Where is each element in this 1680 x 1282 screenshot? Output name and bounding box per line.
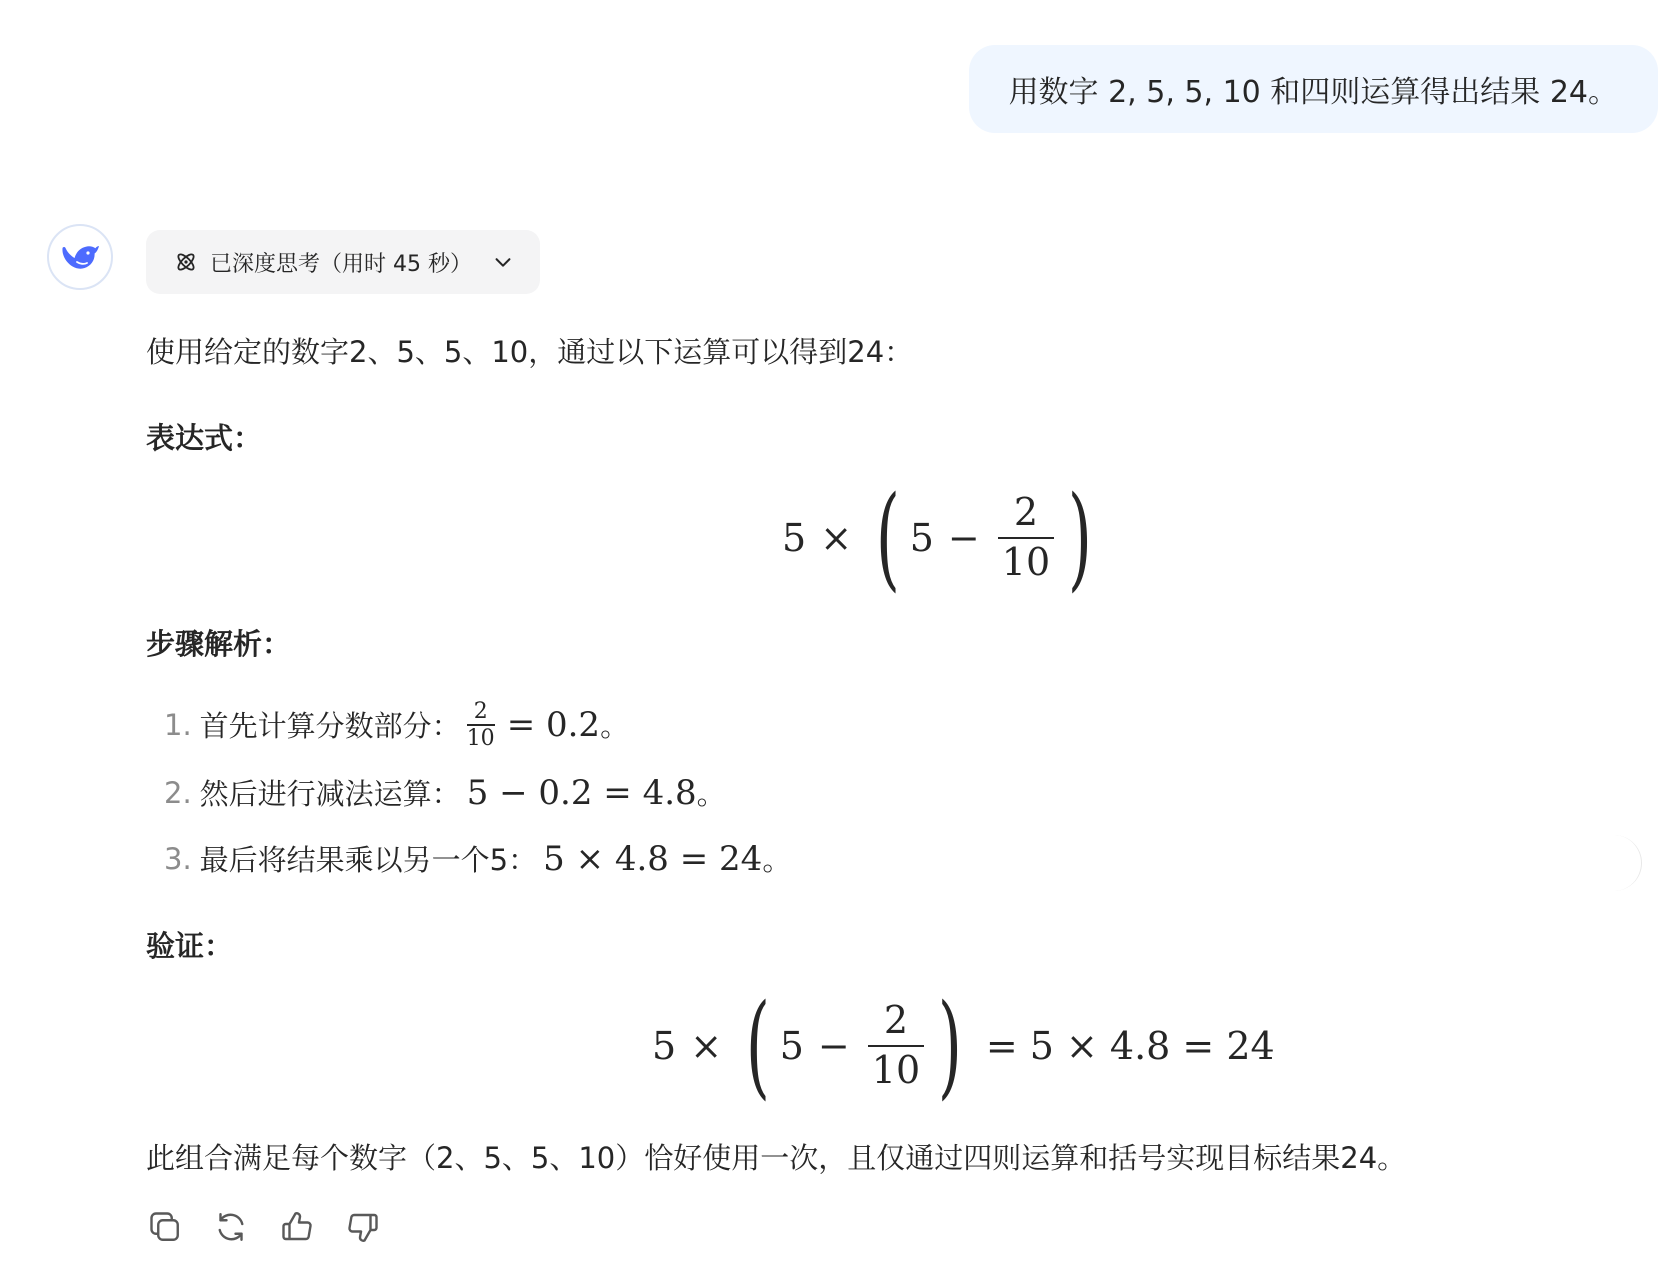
step-frac-num: 2	[473, 699, 488, 724]
assistant-avatar	[47, 224, 113, 290]
expr-numerator: 2	[1013, 490, 1039, 535]
expr-b: 5	[909, 516, 934, 560]
user-message-text: 用数字 2, 5, 5, 10 和四则运算得出结果 24。	[1008, 75, 1618, 110]
copy-icon	[147, 1209, 183, 1245]
fraction-bar	[868, 1045, 924, 1047]
copy-button[interactable]	[146, 1208, 184, 1246]
verify-heading: 验证：	[146, 929, 234, 963]
verify-open-paren: (	[745, 981, 770, 1111]
deepseek-whale-icon	[59, 240, 101, 274]
scroll-to-bottom-button[interactable]	[1586, 835, 1642, 891]
thumbs-up-icon	[279, 1209, 315, 1245]
step-text: 首先计算分数部分：	[199, 709, 461, 744]
chevron-down-icon	[492, 251, 514, 273]
verify-a: 5	[652, 1024, 677, 1068]
expr-minus: −	[947, 516, 980, 560]
verify-close-paren: )	[937, 981, 962, 1111]
regenerate-button[interactable]	[212, 1208, 250, 1246]
like-button[interactable]	[278, 1208, 316, 1246]
verify-rest: = 5 × 4.8 = 24	[985, 1024, 1275, 1068]
step-tail: 。	[696, 777, 726, 811]
verify-fraction	[868, 1000, 924, 1092]
dislike-button[interactable]	[344, 1208, 382, 1246]
step-tail: 。	[762, 843, 792, 877]
thumbs-down-icon	[345, 1209, 381, 1245]
verify-b: 5	[779, 1024, 804, 1068]
deep-think-label: 已深度思考（用时 45 秒）	[210, 251, 472, 277]
expr-open-paren: (	[875, 473, 900, 603]
list-item	[164, 838, 791, 879]
verify-times: ×	[690, 1024, 723, 1068]
expr-a: 5	[782, 516, 807, 560]
verify-numerator: 2	[883, 998, 909, 1043]
step-text: 然后进行减法运算：	[199, 777, 461, 811]
step-text: 最后将结果乘以另一个5：	[199, 843, 538, 877]
intro-text: 使用给定的数字2、5、5、10，通过以下运算可以得到24：	[146, 335, 914, 369]
verify-minus: −	[817, 1024, 850, 1068]
step-math: 5 − 0.2 = 4.8	[466, 772, 697, 813]
deep-think-toggle[interactable]	[146, 230, 540, 294]
step-frac-den: 10	[466, 725, 495, 751]
verify-formula	[652, 981, 1275, 1111]
refresh-icon	[213, 1209, 249, 1245]
verify-denominator: 10	[871, 1048, 921, 1092]
step-fraction	[467, 700, 495, 750]
step-math: 5 × 4.8 = 24	[543, 838, 763, 879]
expr-fraction	[998, 492, 1054, 584]
fraction-bar	[998, 537, 1054, 539]
message-actions	[146, 1208, 382, 1246]
list-item	[164, 700, 629, 750]
conclusion-text: 此组合满足每个数字（2、5、5、10）恰好使用一次，且仅通过四则运算和括号实现目标结果24。	[146, 1141, 1407, 1175]
expression-formula	[782, 473, 1102, 603]
step-math: = 0.2	[506, 704, 601, 745]
atom-icon	[174, 250, 198, 274]
expr-close-paren: )	[1067, 473, 1092, 603]
step-number: 3.	[164, 841, 192, 876]
step-number: 2.	[164, 775, 192, 810]
step-tail: 。	[600, 709, 630, 744]
expr-times: ×	[820, 516, 853, 560]
user-message-bubble	[969, 45, 1658, 133]
expression-heading: 表达式：	[146, 421, 263, 455]
list-item	[164, 772, 726, 813]
expr-denominator: 10	[1001, 540, 1051, 584]
steps-heading: 步骤解析：	[146, 627, 292, 661]
step-number: 1.	[164, 707, 192, 742]
